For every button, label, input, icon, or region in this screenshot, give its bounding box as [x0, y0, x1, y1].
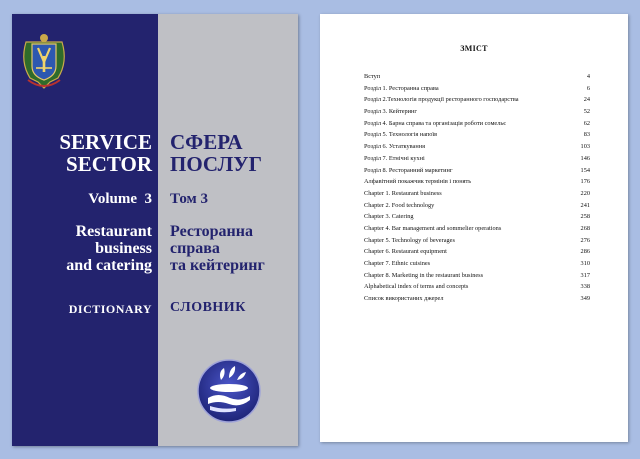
- toc-entry: [364, 153, 590, 165]
- cover-volume-ua: Том 3: [170, 191, 209, 207]
- toc-entry-page: 317: [580, 271, 590, 279]
- toc-entry-page: 258: [580, 213, 590, 221]
- toc-entry: [364, 258, 590, 270]
- toc-entry-label: Chapter 5. Technology of beverages: [364, 236, 455, 244]
- toc-entry: [364, 270, 590, 282]
- toc-entry-label: Розділ 3. Кейтеринг: [364, 108, 417, 116]
- toc-entry-label: Розділ 5. Технологія напоїв: [364, 131, 438, 139]
- toc-entry: [364, 106, 590, 118]
- toc-entry-label: Chapter 1. Restaurant business: [364, 189, 442, 197]
- toc-entry-label: Alphabetical index of terms and concepts: [364, 283, 469, 291]
- toc-entry-label: Розділ 8. Ресторанний маркетинг: [364, 166, 453, 174]
- toc-entry-label: Розділ 1. Ресторанна справа: [364, 84, 439, 92]
- hand-with-plate-logo-icon: [196, 358, 262, 424]
- toc-entry: [364, 281, 590, 293]
- toc-entry: [364, 188, 590, 200]
- toc-entry-page: 146: [580, 154, 590, 162]
- toc-entry-page: 241: [580, 201, 590, 209]
- toc-entry-label: Chapter 4. Bar management and sommelier operations: [364, 224, 502, 232]
- toc-entry-label: Chapter 7. Ethnic cuisines: [364, 260, 431, 267]
- cover-navy-panel: [12, 14, 158, 446]
- cover-subtitle-ua: Ресторанна справа та кейтеринг: [170, 223, 265, 274]
- toc-entry: [364, 293, 590, 305]
- toc-entry: [364, 71, 590, 83]
- toc-entry-page: 52: [583, 108, 590, 116]
- toc-entry: [364, 200, 590, 212]
- cover-title-en: SERVICE SECTOR: [59, 130, 152, 177]
- toc-entry-page: 62: [583, 119, 590, 127]
- toc-entry: [364, 211, 590, 223]
- table-of-contents-page: [320, 14, 628, 442]
- toc-list: [364, 71, 590, 305]
- toc-entry: [364, 235, 590, 247]
- toc-entry-label: Список використаних джерел: [364, 295, 444, 303]
- cover-dictionary-en: DICTIONARY: [68, 302, 152, 316]
- cover-volume-en: Volume 3: [88, 191, 152, 207]
- toc-entry-label: Алфавітний покажчик термінів і понять: [364, 178, 472, 186]
- toc-entry-page: 349: [580, 295, 590, 303]
- cover-dictionary-ua: СЛОВНИК: [170, 300, 246, 315]
- toc-entry-page: 338: [580, 283, 590, 291]
- toc-entry-label: Chapter 2. Food technology: [364, 201, 435, 209]
- toc-entry-page: 6: [586, 84, 590, 92]
- toc-entry: [364, 83, 590, 95]
- toc-entry: [364, 129, 590, 141]
- toc-entry-label: Розділ 2.Технологія продукції ресторанного господарства: [364, 96, 519, 104]
- toc-entry-page: 24: [583, 96, 590, 104]
- toc-entry-page: 286: [580, 248, 590, 256]
- toc-entry-label: Розділ 4. Барна справа та організація роботи сомельє: [364, 119, 506, 127]
- toc-entry-page: 4: [586, 73, 590, 80]
- toc-title: ЗМІСТ: [460, 44, 488, 53]
- toc-entry: [364, 176, 590, 188]
- toc-entry-label: Розділ 7. Етнічні кухні: [364, 154, 425, 162]
- toc-entry: [364, 223, 590, 235]
- toc-entry-page: 310: [580, 260, 590, 267]
- toc-entry: [364, 141, 590, 153]
- toc-entry-label: Chapter 8. Marketing in the restaurant business: [364, 271, 484, 279]
- university-coat-of-arms-icon: [18, 32, 70, 90]
- toc-entry-page: 83: [583, 131, 590, 139]
- cover-title-ua: СФЕРА ПОСЛУГ: [170, 130, 262, 177]
- toc-entry-page: 103: [580, 143, 590, 151]
- toc-entry-label: Chapter 3. Catering: [364, 213, 414, 221]
- toc-entry-page: 176: [580, 178, 590, 186]
- toc-entry: [364, 246, 590, 258]
- toc-entry-page: 268: [580, 224, 590, 232]
- toc-entry-page: 276: [580, 236, 590, 244]
- toc-entry: [364, 94, 590, 106]
- book-cover: [12, 14, 298, 446]
- toc-entry-label: Вступ: [364, 73, 381, 80]
- toc-entry-page: 154: [580, 166, 590, 174]
- toc-entry-page: 220: [580, 189, 590, 197]
- toc-entry: [364, 118, 590, 130]
- cover-subtitle-en: Restaurant business and catering: [66, 223, 152, 274]
- toc-entry: [364, 165, 590, 177]
- cover-grey-panel: [158, 14, 298, 446]
- toc-entry-label: Розділ 6. Устаткування: [364, 143, 425, 151]
- toc-entry-label: Chapter 6. Restaurant equipment: [364, 248, 447, 256]
